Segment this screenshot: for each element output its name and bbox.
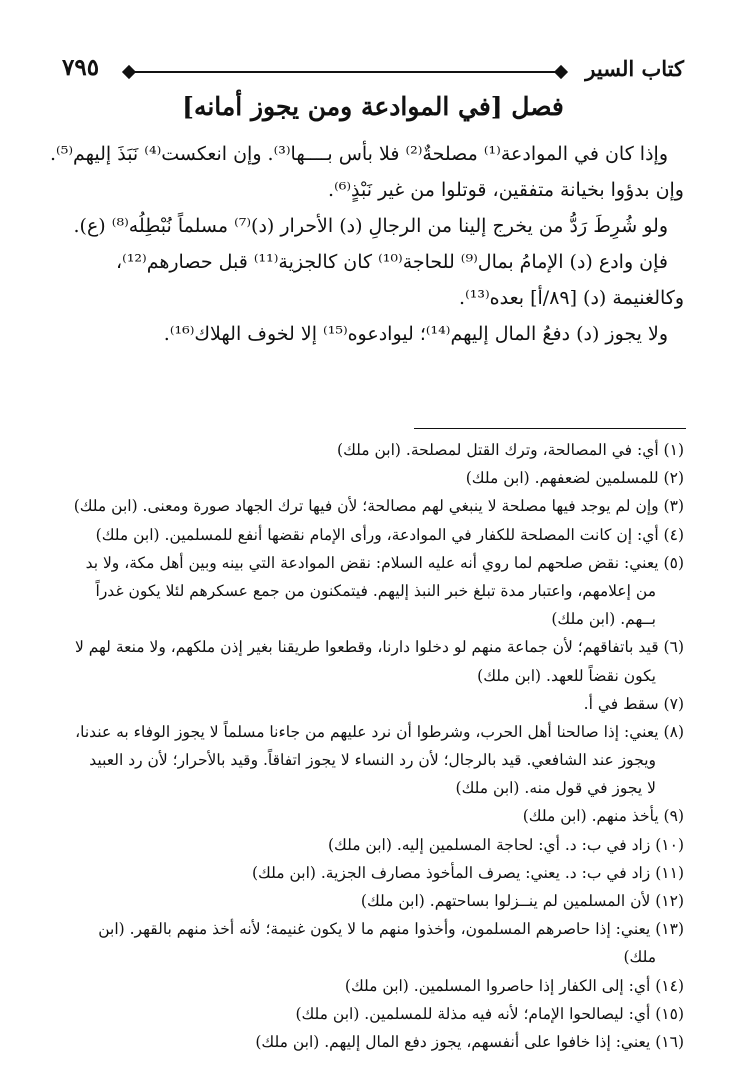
- text-line: فإن وادع (د) الإمامُ بمال⁽⁹⁾ للحاجة⁽¹⁰⁾ كان كالجزية⁽¹¹⁾ قبل حصارهم⁽¹²⁾،: [116, 251, 668, 273]
- footnote-line: (١٤) أي: إلى الكفار إذا حاصروا المسلمين. (ابن ملك): [344, 976, 684, 995]
- text-line: وكالغنيمة (د) [٨٩/أ] بعده⁽¹³⁾.: [459, 287, 684, 309]
- footnote-line: (١) أي: في المصالحة، وترك القتل لمصلحة. (ابن ملك): [337, 441, 684, 459]
- text-line: ولا يجوز (د) دفعُ المال إليهم⁽¹⁴⁾؛ ليوادعوه⁽¹⁵⁾ إلا لخوف الهلاك⁽¹⁶⁾.: [163, 323, 668, 345]
- footnote-line: (٣) وإن لم يوجد فيها مصلحة لا ينبغي لهم مصالحة؛ لأن فيها ترك الجهاد صورة ومعنى. (ابن ملك): [73, 497, 684, 516]
- footnote-line: (٥) يعني: نقض صلحهم لما روي أنه عليه السلام: نقض الموادعة التي بينه وبين أهل مكة، ولا بد: [85, 553, 684, 572]
- main-text: [49, 136, 684, 352]
- footnote-line: ملك): [623, 948, 656, 967]
- page-number: ٧٩٥: [62, 54, 100, 81]
- diamond-ornament: [122, 65, 136, 79]
- footnote-line: بــهم. (ابن ملك): [551, 610, 656, 629]
- text-line: وإن بدؤوا بخيانة متفقين، قوتلوا من غير نَبْذٍ⁽⁶⁾.: [328, 179, 684, 201]
- footnote-line: (١٣) يعني: إذا حاصرهم المسلمون، وأخذوا منهم ما لا يكون غنيمة؛ لأنه أخذ منهم بالقهر. (ابن: [98, 920, 684, 939]
- footnote-line: (٦) قيد باتفاقهم؛ لأن جماعة منهم لو دخلوا دارنا، وقطعوا طريقنا بغير إذن ملكهم، ولا منعة لهم لا: [74, 638, 684, 657]
- footnote-line: (١٦) يعني: إذا خافوا على أنفسهم، يجوز دفع المال إليهم. (ابن ملك): [255, 1032, 684, 1051]
- book-title: كتاب السير: [585, 56, 684, 81]
- footnote-line: ويجوز عند الشافعي. قيد بالرجال؛ لأن رد النساء لا يجوز اتفاقاً. وقيد بالأحرار؛ لأن رد العبيد: [89, 751, 656, 770]
- footnote-line: (١٢) لأن المسلمين لم ينــزلوا بساحتهم. (ابن ملك): [360, 892, 684, 910]
- footnote-line: (٩) يأخذ منهم. (ابن ملك): [522, 807, 684, 826]
- footnote-line: من إعلامهم، واعتبار مدة تبلغ خبر النبذ إليهم. فيتمكنون من جمع عسكرهم لئلا يكون غدراً: [95, 581, 656, 600]
- section-title: فصل [في الموادعة ومن يجوز أمانه]: [182, 92, 564, 121]
- footnote-line: (١١) زاد في ب: د. يعني: يصرف المأخوذ مصارف الجزية. (ابن ملك): [252, 863, 684, 882]
- footnote-line: (٨) يعني: إذا صالحنا أهل الحرب، وشرطوا أن نرد عليهم من جاءنا مسلماً لا يجوز الوفاء به عندنا،: [75, 722, 684, 741]
- footnote-separator: [414, 428, 686, 429]
- text-line: ولو شُرِطَ رَدُّ من يخرج إلينا من الرجالِ (د) الأحرار (د)⁽⁷⁾ مسلماً نُبْطِلُه⁽⁸⁾ (ع).: [73, 215, 668, 237]
- footnote-line: (١٥) أي: ليصالحوا الإمام؛ لأنه فيه مذلة للمسلمين. (ابن ملك): [295, 1004, 684, 1023]
- header-rule: [132, 71, 556, 73]
- footnote-line: (٤) أي: إن كانت المصلحة للكفار في الموادعة، ورأى الإمام نقضها أنفع للمسلمين. (ابن ملك): [95, 525, 684, 544]
- footnote-line: لا يجوز في قول منه. (ابن ملك): [455, 779, 656, 798]
- diamond-ornament: [554, 65, 568, 79]
- footnote-line: يكون نقضاً للعهد. (ابن ملك): [477, 666, 656, 685]
- text-line: وإذا كان في الموادعة⁽¹⁾ مصلحةٌ⁽²⁾ فلا بأس بــــها⁽³⁾. وإن انعكست⁽⁴⁾ نَبَذَ إليهم⁽⁵⁾.: [49, 143, 668, 165]
- footnotes: [62, 436, 684, 1056]
- footnote-line: (٧) سقط في أ.: [583, 694, 684, 713]
- footnote-line: (٢) للمسلمين لضعفهم. (ابن ملك): [465, 469, 684, 488]
- running-header: [62, 50, 684, 90]
- footnote-line: (١٠) زاد في ب: د. أي: لحاجة المسلمين إليه. (ابن ملك): [327, 835, 684, 854]
